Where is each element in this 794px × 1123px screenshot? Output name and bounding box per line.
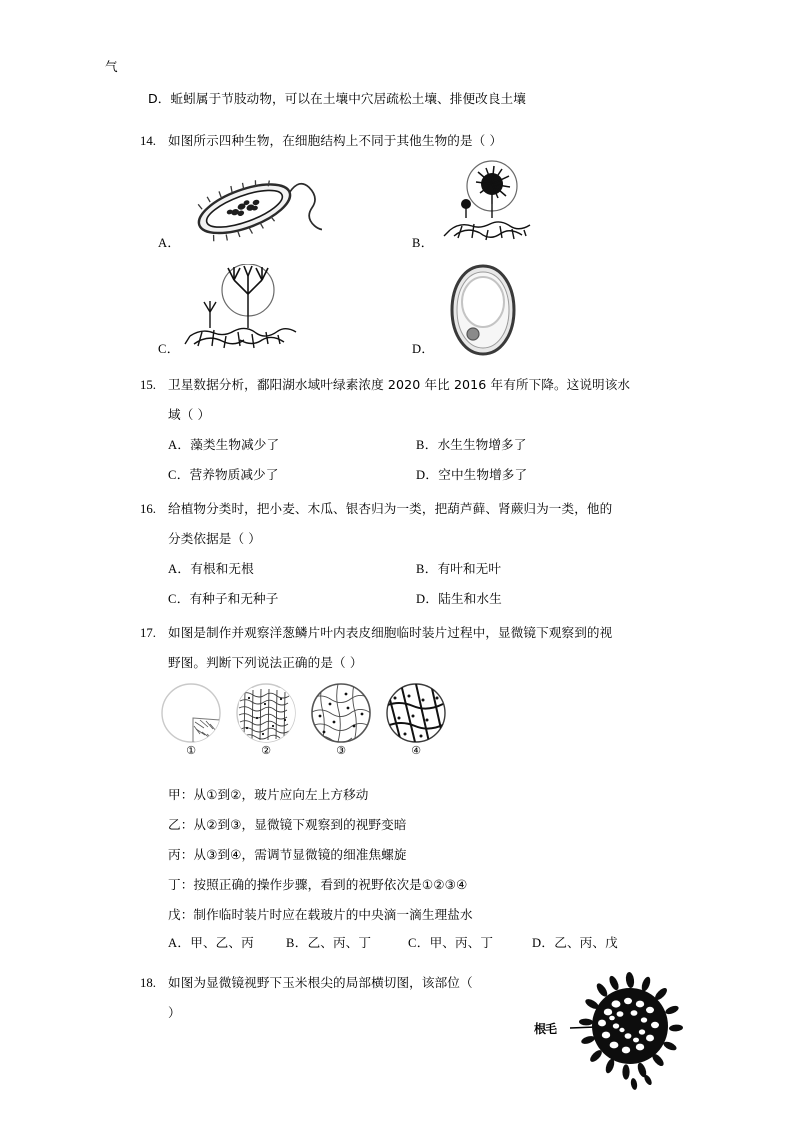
q16-option-d-label: D． xyxy=(416,592,439,606)
q14-figure-label-a: A． xyxy=(158,236,181,250)
q15-option-a[interactable] xyxy=(168,430,279,460)
q15-option-c-text: 营养物质减少了 xyxy=(189,467,279,482)
q14-stem-line-1: 如图所示四种生物，在细胞结构上不同于其他生物的是（ ） xyxy=(168,133,503,148)
continued-line: 气 xyxy=(105,59,118,74)
q17-stem-line-1: 如图是制作并观察洋葱鳞片叶内表皮细胞临时装片过程中，显微镜下观察到的视 xyxy=(168,625,613,640)
q15-options-row-2 xyxy=(140,460,780,490)
q16-option-a-label: A． xyxy=(168,562,191,576)
mold-fungus-icon xyxy=(436,160,546,252)
q14-figure-group xyxy=(140,158,660,378)
q15-stem-line-2: 域（ ） xyxy=(168,407,211,422)
q17-option-b[interactable] xyxy=(286,928,371,958)
q17-options-row xyxy=(168,928,768,958)
q15-option-a-text: 藻类生物减少了 xyxy=(190,437,280,452)
q18-root-tip-figure xyxy=(530,968,710,1093)
bacterium-with-flagellum-icon xyxy=(182,166,322,246)
q17-number: 17. xyxy=(140,626,156,640)
microscope-view-1 xyxy=(160,682,222,757)
q17-microscope-figure-group xyxy=(160,682,500,768)
continued-text-block xyxy=(105,52,745,82)
q18-number: 18. xyxy=(140,976,156,990)
question-15 xyxy=(140,370,780,490)
q16-option-d-text: 陆生和水生 xyxy=(438,591,502,606)
q15-option-b[interactable] xyxy=(416,430,526,460)
q16-options-row-1 xyxy=(140,554,780,584)
q15-options-row-1 xyxy=(140,430,780,460)
q16-option-a-text: 有根和无根 xyxy=(190,561,254,576)
q15-option-c-label: C． xyxy=(168,468,190,482)
microscope-view-3-number: ③ xyxy=(336,744,346,757)
q18-stem-line-1: 如图为显微镜视野下玉米根尖的局部横切图，该部位（ xyxy=(168,975,473,990)
root-tip-cross-section-icon xyxy=(530,968,710,1093)
q17-option-b-text: 乙、丙、丁 xyxy=(307,935,372,950)
question-17 xyxy=(140,618,780,678)
q17-option-d[interactable] xyxy=(532,928,618,958)
q15-option-d[interactable] xyxy=(416,460,527,490)
q17-option-d-text: 乙、丙、戊 xyxy=(554,935,618,950)
q17-option-a[interactable] xyxy=(168,928,254,958)
q15-option-b-label: B． xyxy=(416,438,438,452)
yeast-cell-icon xyxy=(440,262,526,358)
microscope-view-4-number: ④ xyxy=(411,744,421,757)
q16-option-c-label: C． xyxy=(168,592,190,606)
q13-option-d: D．蚯蚓属于节肢动物，可以在土壤中穴居疏松土壤、排便改良土壤 xyxy=(148,91,526,106)
q17-option-c-text: 甲、丙、丁 xyxy=(429,935,494,950)
q17-option-a-text: 甲、乙、丙 xyxy=(190,935,254,950)
q15-option-d-label: D． xyxy=(416,468,439,482)
q16-stem-line-1: 给植物分类时，把小麦、木瓜、银杏归为一类，把葫芦藓、肾蕨归为一类，他的 xyxy=(168,501,613,516)
q17-option-c-label: C． xyxy=(408,936,430,950)
q15-option-d-text: 空中生物增多了 xyxy=(438,467,528,482)
microscope-view-1-number: ① xyxy=(186,744,196,757)
q17-option-b-label: B． xyxy=(286,936,308,950)
q16-option-b-label: B． xyxy=(416,562,438,576)
q16-options-row-2 xyxy=(140,584,780,614)
q14-figure-label-d: D． xyxy=(412,342,435,356)
q17-statement-yi: 乙：从②到③，显微镜下观察到的视野变暗 xyxy=(168,817,407,832)
q17-option-c[interactable] xyxy=(408,928,493,958)
q17-statement-wu: 戊：制作临时装片时应在载玻片的中央滴一滴生理盐水 xyxy=(168,907,473,922)
q13-option-d-block xyxy=(148,84,768,114)
q14-figure-label-b: B． xyxy=(412,236,434,250)
microscope-view-2 xyxy=(235,682,297,757)
q16-number: 16. xyxy=(140,502,156,516)
q17-option-a-label: A． xyxy=(168,936,191,950)
q16-option-b[interactable] xyxy=(416,554,501,584)
root-hair-annotation-label: 根毛 xyxy=(534,1022,557,1036)
penicillium-icon xyxy=(182,264,312,356)
q17-statement-jia: 甲：从①到②，玻片应向左上方移动 xyxy=(168,787,369,802)
q16-option-a[interactable] xyxy=(168,554,254,584)
q18-stem-line-2: ） xyxy=(168,1005,181,1020)
q17-statement-ding: 丁：按照正确的操作步骤，看到的祝野依次是①②③④ xyxy=(168,877,468,892)
q16-option-b-text: 有叶和无叶 xyxy=(437,561,502,576)
microscope-view-4 xyxy=(385,682,447,757)
microscope-view-3 xyxy=(310,682,372,757)
microscope-view-2-number: ② xyxy=(261,744,271,757)
q14-figure-label-c: C． xyxy=(158,342,180,356)
q15-stem-line-1: 卫星数据分析，鄱阳湖水域叶绿素浓度 2020 年比 2016 年有所下降。这说明该水 xyxy=(168,377,631,392)
q17-statements-block xyxy=(168,780,768,930)
question-14 xyxy=(140,126,780,156)
q17-statement-bing: 丙：从③到④，需调节显微镜的细准焦螺旋 xyxy=(168,847,407,862)
question-16 xyxy=(140,494,780,614)
q15-option-c[interactable] xyxy=(168,460,278,490)
q16-option-c-text: 有种子和无种子 xyxy=(189,591,279,606)
q17-option-d-label: D． xyxy=(532,936,555,950)
q16-option-d[interactable] xyxy=(416,584,502,614)
q16-stem-line-2: 分类依据是（ ） xyxy=(168,531,261,546)
q16-option-c[interactable] xyxy=(168,584,278,614)
q15-option-b-text: 水生生物增多了 xyxy=(437,437,527,452)
q15-number: 15. xyxy=(140,378,156,392)
q17-stem-line-2: 野图。判断下列说法正确的是（ ） xyxy=(168,655,363,670)
q15-option-a-label: A． xyxy=(168,438,191,452)
q14-number: 14. xyxy=(140,134,156,148)
